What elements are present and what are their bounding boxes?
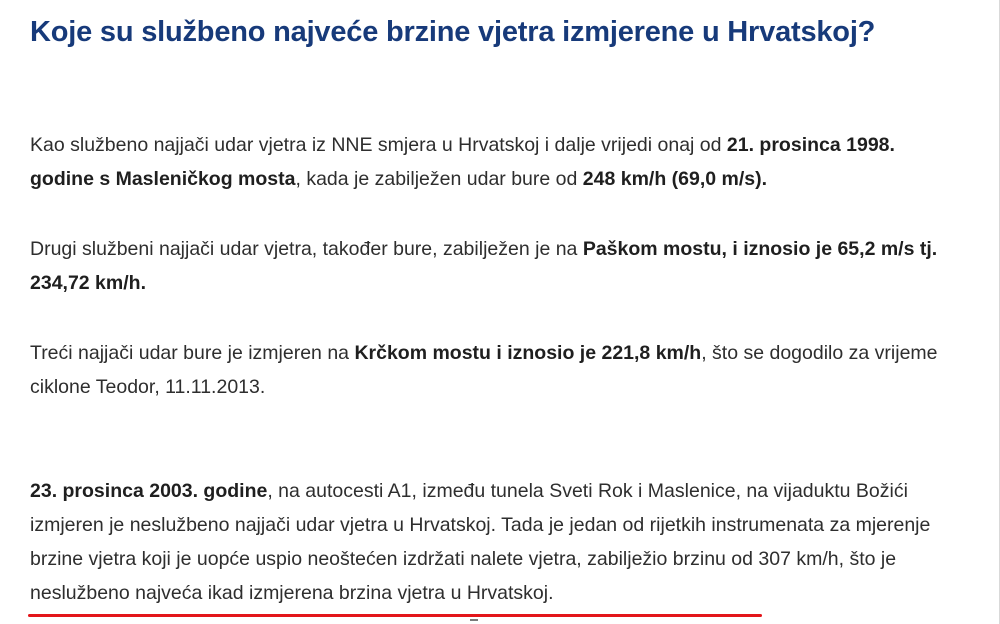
paragraph-bold-date: 23. prosinca 2003. godine xyxy=(30,480,268,502)
paragraph-bozici-viaduct xyxy=(30,474,960,610)
paragraph-text: Kao službeno najjači udar vjetra iz NNE smjera u Hrvatskoj i dalje vrijedi onaj od xyxy=(30,134,727,156)
paragraph-text: , kada je zabilježen udar bure od xyxy=(295,168,583,190)
paragraph-text: , na autocesti A1, između tunela Sveti Rok i Maslenice, na vijaduktu Božići izmjeren je neslužbeno najjači udar vjetra u Hrvatskoj. Tada je jedan od rijetkih instrumenata za mjerenje brzine vjetra koji je uopće uspio neoštećen izdržati nalete vjetra, zabilježio brzinu od 307 km/h, što je neslužbeno najveća ikad izmjerena brzina vjetra u Hrvatskoj. xyxy=(30,480,931,604)
paragraph-krk-bridge xyxy=(30,336,960,404)
section-heading: Koje su službeno najveće brzine vjetra izmjerene u Hrvatskoj? xyxy=(30,16,876,48)
paragraph-text: Drugi službeni najjači udar vjetra, također bure, zabilježen je na xyxy=(30,238,583,260)
paragraph-text: Treći najjači udar bure je izmjeren na xyxy=(30,342,355,364)
paragraph-text: , što se dogodilo za vrijeme ciklone Teodor, 11.11.2013. xyxy=(30,342,938,398)
paragraph-maslenica xyxy=(30,128,960,196)
divider-mark xyxy=(470,619,478,621)
paragraph-bold-date: 21. prosinca 1998. godine s Masleničkog mosta xyxy=(30,134,895,190)
paragraph-bold-speed: 248 km/h (69,0 m/s). xyxy=(582,168,768,190)
paragraph-bold-speed: Paškom mostu, i iznosio je 65,2 m/s tj. 234,72 km/h. xyxy=(30,238,938,294)
paragraph-bold-speed: Krčkom mostu i iznosio je 221,8 km/h xyxy=(354,342,702,364)
paragraph-pag-bridge xyxy=(30,232,960,300)
highlight-underline xyxy=(28,614,762,617)
